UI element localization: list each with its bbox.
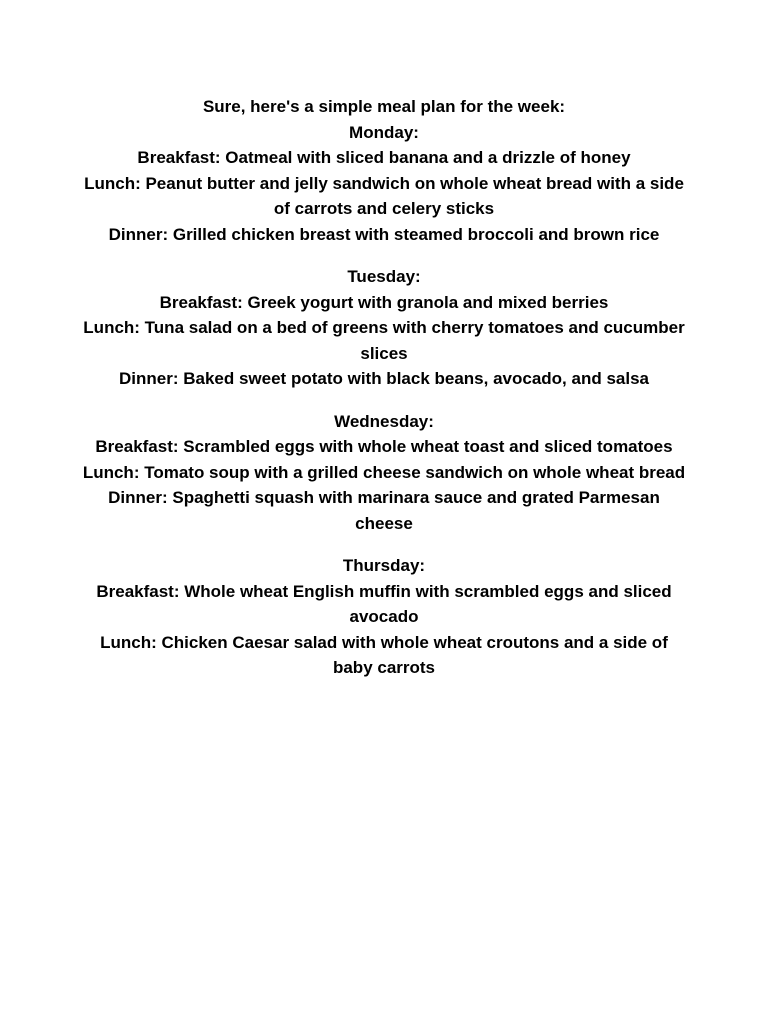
day-heading-tuesday: Tuesday: (347, 267, 421, 286)
day-heading-monday: Monday: (349, 122, 419, 142)
meal-lunch: Lunch: Chicken Caesar salad with whole wheat croutons and a side of baby carrots (100, 632, 668, 677)
day-meals-thursday (80, 579, 688, 681)
day-heading-thursday: Thursday: (342, 556, 426, 575)
meal-dinner: Dinner: Spaghetti squash with marinara sauce and grated Parmesan cheese (108, 488, 660, 533)
meal-breakfast: Breakfast: Oatmeal with sliced banana and a drizzle of honey (137, 148, 631, 167)
day-heading-wednesday: Wednesday: (334, 411, 434, 431)
meal-breakfast: Breakfast: Scrambled eggs with whole wheat toast and sliced tomatoes (95, 437, 673, 456)
meal-dinner: Dinner: Grilled chicken breast with steamed broccoli and brown rice (108, 224, 660, 244)
day-meals-monday (80, 145, 688, 247)
meal-breakfast: Breakfast: Greek yogurt with granola and mixed berries (159, 292, 609, 312)
meal-breakfast: Breakfast: Whole wheat English muffin with scrambled eggs and sliced avocado (96, 581, 672, 626)
day-meals-wednesday (80, 434, 688, 536)
meal-lunch: Lunch: Tomato soup with a grilled cheese sandwich on whole wheat bread (82, 462, 686, 482)
day-meals-tuesday (80, 290, 688, 392)
intro-text: Sure, here's a simple meal plan for the week: (202, 97, 566, 116)
meal-lunch: Lunch: Tuna salad on a bed of greens with cherry tomatoes and cucumber slices (83, 318, 685, 363)
meal-dinner: Dinner: Baked sweet potato with black beans, avocado, and salsa (119, 369, 649, 388)
meal-lunch: Lunch: Peanut butter and jelly sandwich on whole wheat bread with a side of carrots and celery sticks (84, 173, 684, 218)
meal-plan-text (80, 94, 688, 698)
